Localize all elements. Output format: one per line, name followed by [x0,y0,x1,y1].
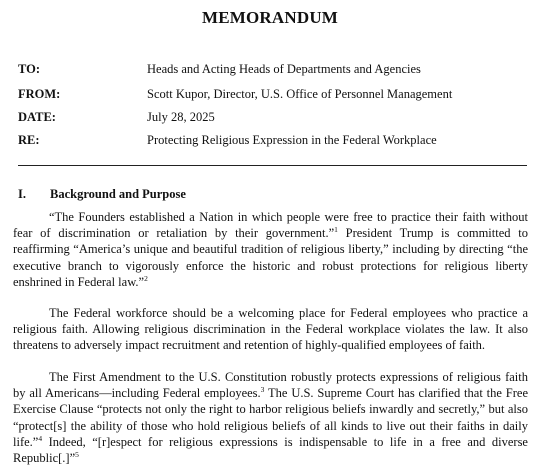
memo-title: MEMORANDUM [201,8,339,27]
header-row-re [0,133,540,151]
section-title: Background and Purpose [50,187,186,201]
header-divider [18,165,527,166]
footnote-ref-5: 5 [75,449,79,459]
header-value-re: Protecting Religious Expression in the Federal Workplace [147,133,437,147]
paragraph-first-amendment-text-3: Indeed, “[r]espect for religious expressions is indispensable to life in a free and diverse Republic[.]” [13,434,528,466]
header-row-to [0,62,540,80]
footnote-ref-3: 3 [260,385,265,395]
header-label-to: TO: [18,62,40,76]
header-label-date: DATE: [18,110,56,124]
header-row-date [0,110,540,128]
footnote-ref-1: 1 [334,225,338,235]
header-value-date: July 28, 2025 [147,110,215,124]
footnote-ref-2: 2 [144,273,148,283]
section-number: I. [18,187,26,201]
footnote-ref-4: 4 [38,433,43,443]
header-value-to: Heads and Acting Heads of Departments and Agencies [147,62,421,76]
header-row-from [0,87,540,105]
paragraph-founders-text-1: “The Founders established a Nation in which people were free to practice their faith without fear of discrimination or retaliation by their government.” [13,210,528,241]
header-label-from: FROM: [18,87,61,101]
header-value-from: Scott Kupor, Director, U.S. Office of Personnel Management [147,87,453,101]
paragraph-workforce-text: The Federal workforce should be a welcoming place for Federal employees who practice a religious faith. Allowing religious discrimination in the Federal workplace violates the law. It also threatens to adversely impact recruitment and retention of highly-qualified employees of faith. [13,306,528,353]
paragraph-first-amendment [13,369,528,466]
header-label-re: RE: [18,133,40,147]
paragraph-first-amendment-text-2: The U.S. Supreme Court has clarified that the Free Exercise Clause “protects not only the right to harbor religious beliefs inwardly and secretly,” but also “protect[s] the ability of those who hold religious beliefs of all kinds to live out their faiths in daily life.” [13,386,528,449]
paragraph-founders-text-2: President Trump is committed to reaffirming “America’s unique and beautiful tradition of religious liberty,” including by directing “the executive branch to vigorously enforce the historic and robust protections for religious liberty enshrined in Federal law.” [13,226,528,289]
paragraph-workforce [13,305,528,354]
paragraph-first-amendment-text-1: The First Amendment to the U.S. Constitution robustly protects expressions of religious faith by all Americans—including Federal employees. [13,370,528,401]
paragraph-founders [13,209,528,290]
